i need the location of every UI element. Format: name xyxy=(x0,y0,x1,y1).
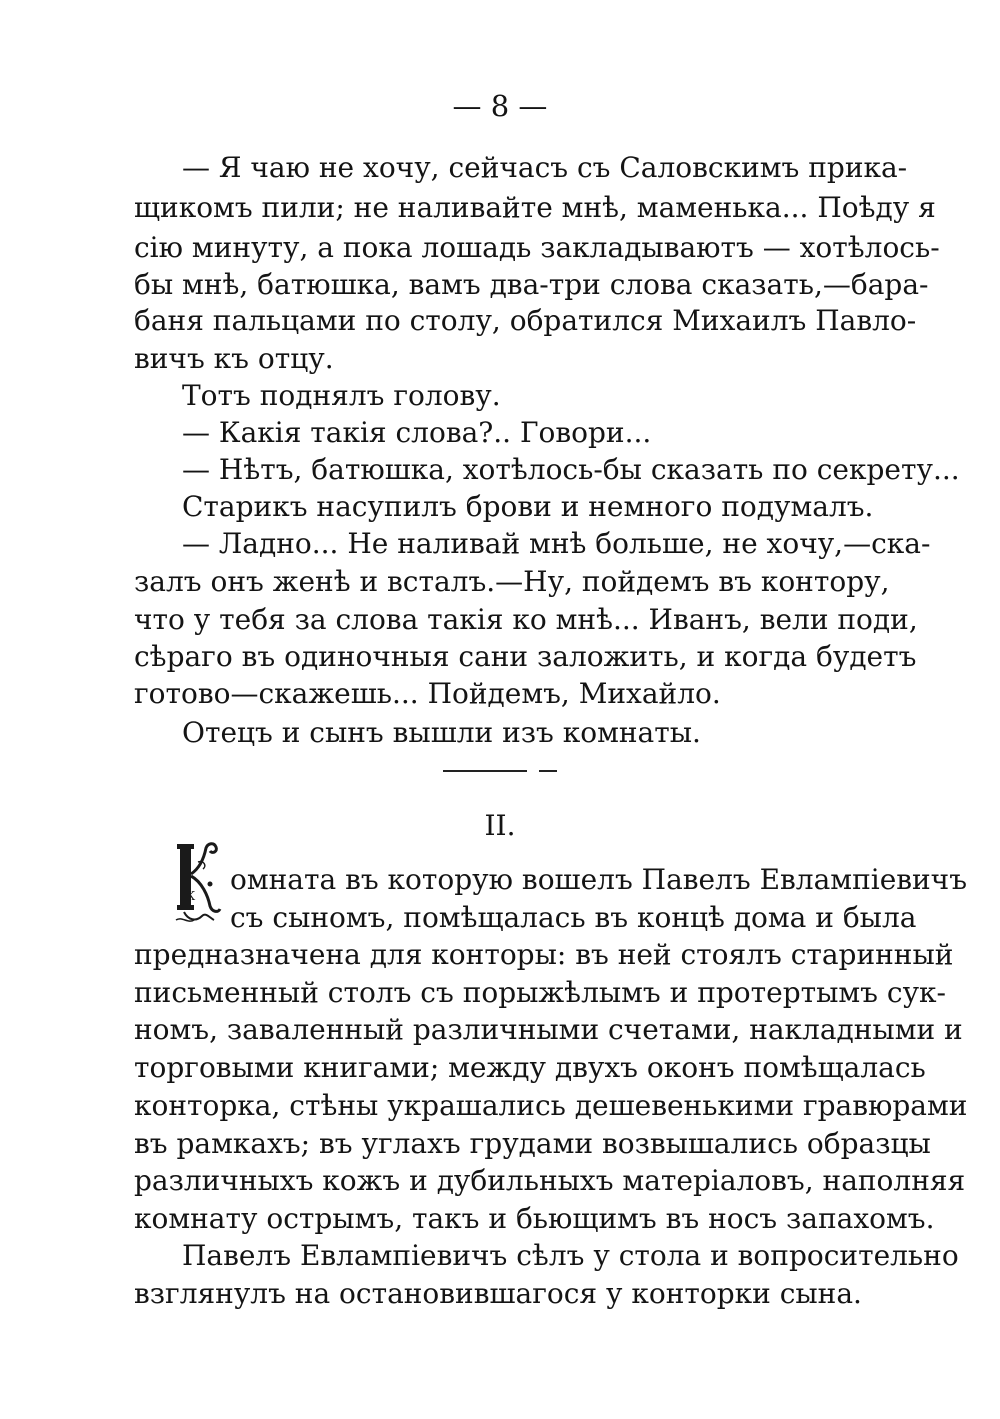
text-line: конторка, стѣны украшались дешевенькими гравюрами xyxy=(134,1089,968,1122)
text-line: сію минуту, а пока лошадь закладываютъ — хотѣлось- xyxy=(134,231,940,264)
text-line: готово—скажешь... Пойдемъ, Михайло. xyxy=(134,677,721,710)
text-line: различныхъ кожъ и дубильныхъ матеріаловъ, наполняя xyxy=(134,1164,966,1197)
text-line: Павелъ Евлампіевичъ сѣлъ у стола и вопросительно xyxy=(182,1239,959,1272)
drop-cap-initial xyxy=(174,840,226,926)
text-line: съ сыномъ, помѣщалась въ концѣ дома и была xyxy=(230,901,917,934)
text-line: щикомъ пили; не наливайте мнѣ, маменька... Поѣду я xyxy=(134,191,936,224)
text-line: номъ, заваленный различными счетами, накладными и xyxy=(134,1013,963,1046)
text-line: залъ онъ женѣ и всталъ.—Ну, пойдемъ въ контору, xyxy=(134,565,890,598)
text-line: — Я чаю не хочу, сейчасъ съ Саловскимъ прика- xyxy=(182,151,908,184)
chapter-heading: II. xyxy=(484,809,516,842)
text-line: взглянулъ на остановившагося у конторки сына. xyxy=(134,1277,862,1310)
text-line: Тотъ поднялъ голову. xyxy=(182,379,501,412)
text-line: сѣраго въ одиночныя сани заложить, и когда будетъ xyxy=(134,640,917,673)
text-line: торговыми книгами; между двухъ оконъ помѣщалась xyxy=(134,1051,926,1084)
text-line: комнату острымъ, такъ и бьющимъ въ носъ запахомъ. xyxy=(134,1202,935,1235)
text-line: предназначена для конторы: въ ней стоялъ старинный xyxy=(134,938,954,971)
text-line: въ рамкахъ; въ углахъ грудами возвышались образцы xyxy=(134,1127,931,1160)
text-line: письменный столъ съ порыжѣлымъ и протертымъ сук- xyxy=(134,976,947,1009)
text-line: — Нѣтъ, батюшка, хотѣлось-бы сказать по секрету... xyxy=(182,453,960,486)
text-line: Старикъ насупилъ брови и немного подумалъ. xyxy=(182,490,874,523)
section-separator xyxy=(443,770,557,772)
text-line: — Какія такія слова?.. Говори... xyxy=(182,416,652,449)
text-line: бы мнѣ, батюшка, вамъ два-три слова сказать,—бара- xyxy=(134,268,929,301)
text-line: — Ладно... Не наливай мнѣ больше, не хочу,—ска- xyxy=(182,527,931,560)
drop-cap-letter: К xyxy=(186,889,196,903)
text-line: омната въ которую вошелъ Павелъ Евлампіевичъ xyxy=(230,863,968,896)
text-line: баня пальцами по столу, обратился Михаилъ Павло- xyxy=(134,304,917,337)
text-line: Отецъ и сынъ вышли изъ комнаты. xyxy=(182,716,701,749)
text-line: что у тебя за слова такія ко мнѣ... Иванъ, вели поди, xyxy=(134,603,918,636)
page-number: — 8 — xyxy=(452,89,548,123)
text-line: вичъ къ отцу. xyxy=(134,342,334,375)
